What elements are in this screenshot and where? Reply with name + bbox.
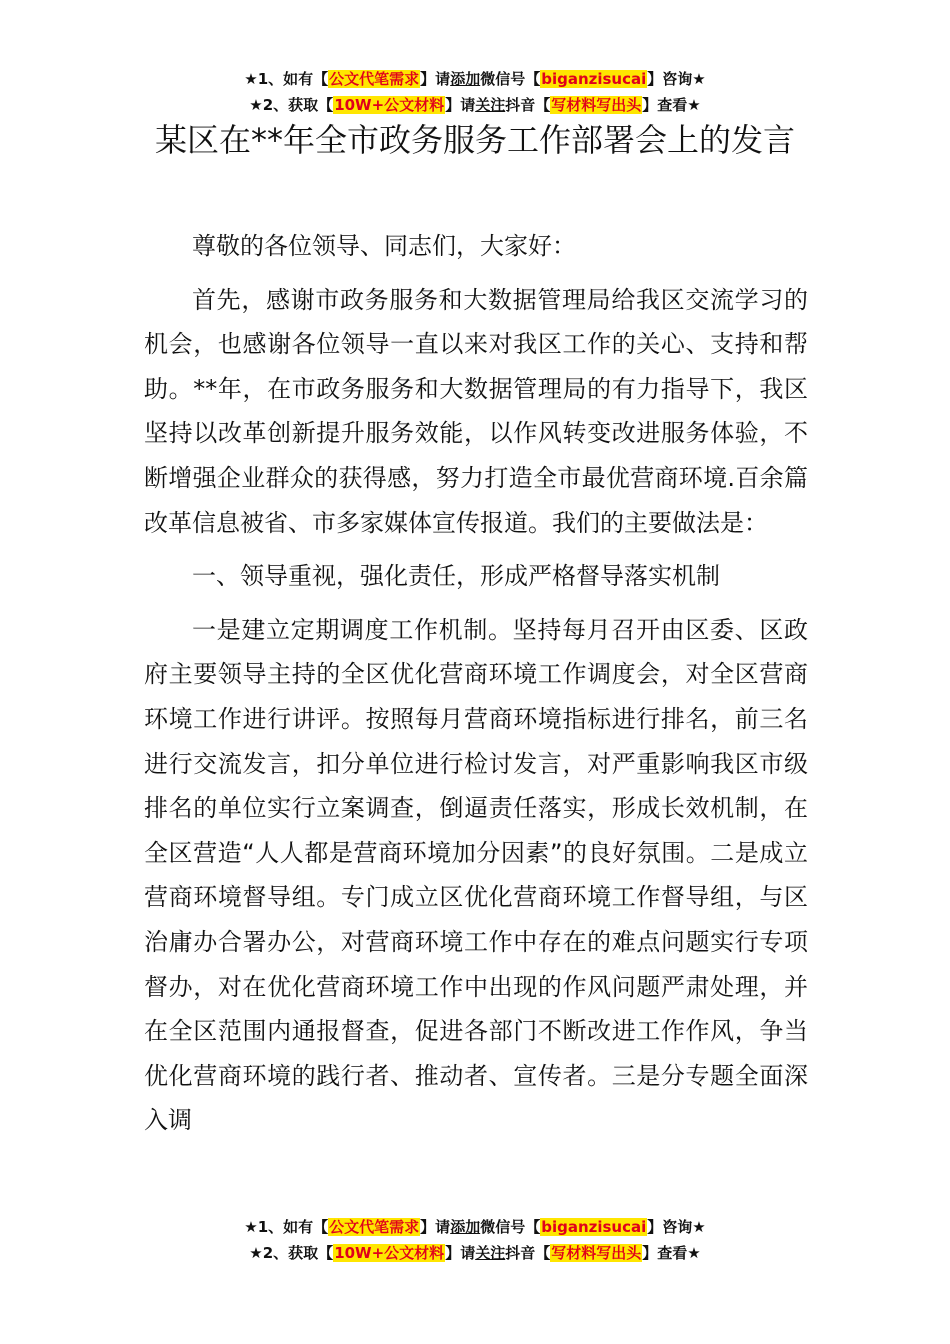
banner-text: 】查看★ <box>642 1244 701 1262</box>
banner-text: ★2、获取【 <box>249 1244 334 1262</box>
paragraph-section-1: 一是建立定期调度工作机制。坚持每月召开由区委、区政府主要领导主持的全区优化营商环境工作调度会，对全区营商环境工作进行讲评。按照每月营商环境指标进行排名，前三名进行交流发言，扣分单位进行检讨发言，对严重影响我区市级排名的单位实行立案调查，倒逼责任落实，形成长效机制，在全区营造“人人都是营商环境加分因素”的良好氛围。二是成立营商环境督导组。专门成立区优化营商环境工作督导组，与区治庸办合署办公，对营商环境工作中存在的难点问题实行专项督办，对在优化营商环境工作中出现的作风问题严肃处理，并在全区范围内通报督查，促进各部门不断改进工作作风，争当优化营商环境的践行者、推动者、宣传者。三是分专题全面深入调 <box>144 615 808 1135</box>
banner-text: 】请 <box>445 96 476 114</box>
document-title: 某区在**年全市政务服务工作部署会上的发言 <box>154 121 795 159</box>
banner-line-2 <box>0 92 950 118</box>
banner-highlight: biganzisucai <box>541 1218 647 1236</box>
banner-text: 微信号【 <box>480 70 541 88</box>
banner-highlight: biganzisucai <box>541 70 647 88</box>
banner-line-2 <box>0 1240 950 1266</box>
banner-highlight: 写材料写出头 <box>551 96 642 114</box>
banner-text: ★1、如有【 <box>244 1218 329 1236</box>
banner-highlight: 写材料写出头 <box>551 1244 642 1262</box>
banner-underlined: 关注 <box>475 96 506 114</box>
section-heading: 一、领导重视，强化责任，形成严格督导落实机制 <box>192 562 720 591</box>
footer-banner <box>0 1214 950 1266</box>
paragraph-intro: 首先，感谢市政务服务和大数据管理局给我区交流学习的机会，也感谢各位领导一直以来对我区工作的关心、支持和帮助。**年，在市政务服务和大数据管理局的有力指导下，我区坚持以改革创新提升服务效能，以作风转变改进服务体验，不断增强企业群众的获得感，努力打造全市最优营商环境.百余篇改革信息被省、市多家媒体宣传报道。我们的主要做法是： <box>144 285 808 537</box>
banner-line-1 <box>0 1214 950 1240</box>
paragraph-greeting: 尊敬的各位领导、同志们，大家好： <box>192 232 576 260</box>
banner-line-1 <box>0 66 950 92</box>
banner-underlined: 关注 <box>475 1244 506 1262</box>
banner-text: ★1、如有【 <box>244 70 329 88</box>
banner-text: 抖音【 <box>505 1244 551 1262</box>
banner-highlight: 公文代笔需求 <box>329 1218 420 1236</box>
banner-highlight: 10W+公文材料 <box>334 96 445 114</box>
banner-highlight: 公文代笔需求 <box>329 70 420 88</box>
banner-text: 】请 <box>420 70 451 88</box>
header-banner <box>0 66 950 118</box>
banner-text: ★2、获取【 <box>249 96 334 114</box>
banner-text: 】请 <box>420 1218 451 1236</box>
banner-highlight: 10W+公文材料 <box>334 1244 445 1262</box>
banner-text: 】咨询★ <box>647 1218 706 1236</box>
document-body <box>144 224 808 1143</box>
banner-text: 微信号【 <box>480 1218 541 1236</box>
banner-underlined: 添加 <box>450 70 481 88</box>
banner-text: 抖音【 <box>505 96 551 114</box>
banner-text: 】咨询★ <box>647 70 706 88</box>
banner-underlined: 添加 <box>450 1218 481 1236</box>
banner-text: 】请 <box>445 1244 476 1262</box>
banner-text: 】查看★ <box>642 96 701 114</box>
